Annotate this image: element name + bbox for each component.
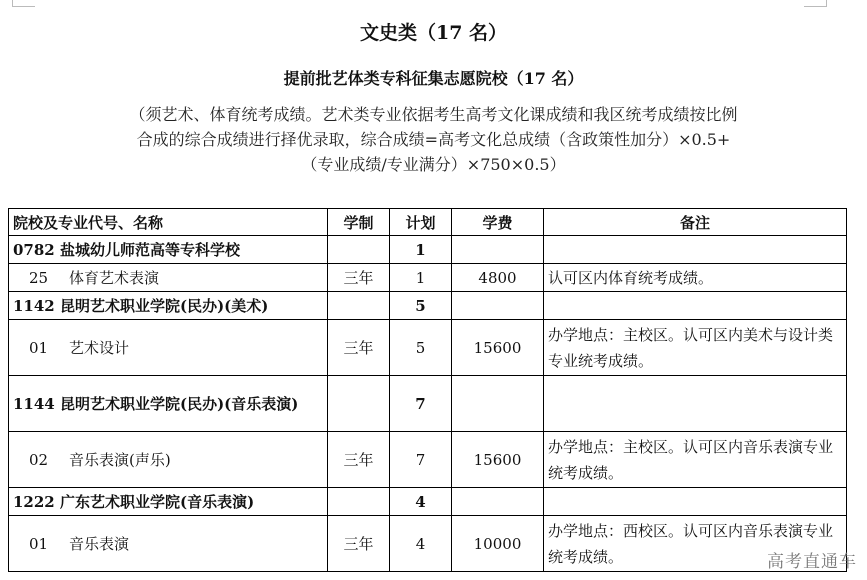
major-code: 01 (29, 535, 49, 553)
admission-note-line: （专业成绩/专业满分）×750×0.5） (301, 155, 566, 174)
table-row-major (9, 516, 847, 572)
school-remark (544, 376, 847, 432)
column-header-fee: 学费 (452, 209, 544, 236)
table-header-row (9, 209, 847, 236)
major-years: 三年 (328, 516, 390, 572)
major-name: 艺术设计 (69, 339, 130, 357)
school-remark (544, 292, 847, 320)
page-corner-mark-left (12, 0, 35, 7)
major-name-cell (9, 516, 328, 572)
school-plan: 7 (390, 376, 452, 432)
major-plan: 4 (390, 516, 452, 572)
major-name-cell (9, 264, 328, 292)
school-fee (452, 292, 544, 320)
major-name-cell (9, 320, 328, 376)
column-header-years: 学制 (328, 209, 390, 236)
column-header-name: 院校及专业代号、名称 (9, 209, 328, 236)
major-fee: 10000 (452, 516, 544, 572)
admission-note (0, 102, 867, 177)
school-remark (544, 488, 847, 516)
table-row-school (9, 376, 847, 432)
school-fee (452, 236, 544, 264)
school-years (328, 488, 390, 516)
page-title: 文史类（17 名） (359, 22, 508, 44)
major-years: 三年 (328, 432, 390, 488)
major-remark: 办学地点：主校区。认可区内音乐表演专业统考成绩。 (544, 432, 847, 488)
school-fee (452, 376, 544, 432)
major-plan: 5 (390, 320, 452, 376)
school-plan: 4 (390, 488, 452, 516)
table-row-school (9, 488, 847, 516)
watermark: 高考直通车 (767, 552, 857, 572)
major-remark: 办学地点：主校区。认可区内美术与设计类专业统考成绩。 (544, 320, 847, 376)
admission-note-line: （须艺术、体育统考成绩。艺术类专业依据考生高考文化课成绩和我区统考成绩按比例 (129, 105, 738, 124)
page-subtitle: 提前批艺体类专科征集志愿院校（17 名） (283, 69, 584, 88)
enrollment-plan-table (8, 208, 847, 572)
school-name: 0782 盐城幼儿师范高等专科学校 (9, 236, 328, 264)
school-name: 1222 广东艺术职业学院(音乐表演) (9, 488, 328, 516)
table-row-school (9, 292, 847, 320)
school-years (328, 376, 390, 432)
school-years (328, 292, 390, 320)
table-row-major (9, 320, 847, 376)
major-fee: 15600 (452, 432, 544, 488)
major-name: 音乐表演(声乐) (69, 451, 171, 469)
major-name: 体育艺术表演 (69, 269, 160, 287)
table-row-major (9, 432, 847, 488)
major-code: 01 (29, 339, 49, 357)
school-fee (452, 488, 544, 516)
column-header-plan: 计划 (390, 209, 452, 236)
major-remark: 认可区内体育统考成绩。 (544, 264, 847, 292)
major-name: 音乐表演 (69, 535, 130, 553)
major-years: 三年 (328, 320, 390, 376)
school-plan: 5 (390, 292, 452, 320)
major-name-cell (9, 432, 328, 488)
major-plan: 7 (390, 432, 452, 488)
school-years (328, 236, 390, 264)
school-plan: 1 (390, 236, 452, 264)
major-years: 三年 (328, 264, 390, 292)
major-fee: 4800 (452, 264, 544, 292)
table-row-major (9, 264, 847, 292)
page-corner-mark-right (804, 0, 827, 7)
major-remark: 办学地点：西校区。认可区内音乐表演专业统考成绩。 (544, 516, 847, 572)
table-row-school (9, 236, 847, 264)
major-plan: 1 (390, 264, 452, 292)
major-fee: 15600 (452, 320, 544, 376)
admission-note-line: 合成的综合成绩进行择优录取，综合成绩=高考文化总成绩（含政策性加分）×0.5+ (136, 130, 731, 149)
major-code: 25 (29, 269, 49, 287)
column-header-remark: 备注 (544, 209, 847, 236)
school-name: 1142 昆明艺术职业学院(民办)(美术) (9, 292, 328, 320)
school-remark (544, 236, 847, 264)
major-code: 02 (29, 451, 49, 469)
school-name: 1144 昆明艺术职业学院(民办)(音乐表演) (9, 376, 328, 432)
